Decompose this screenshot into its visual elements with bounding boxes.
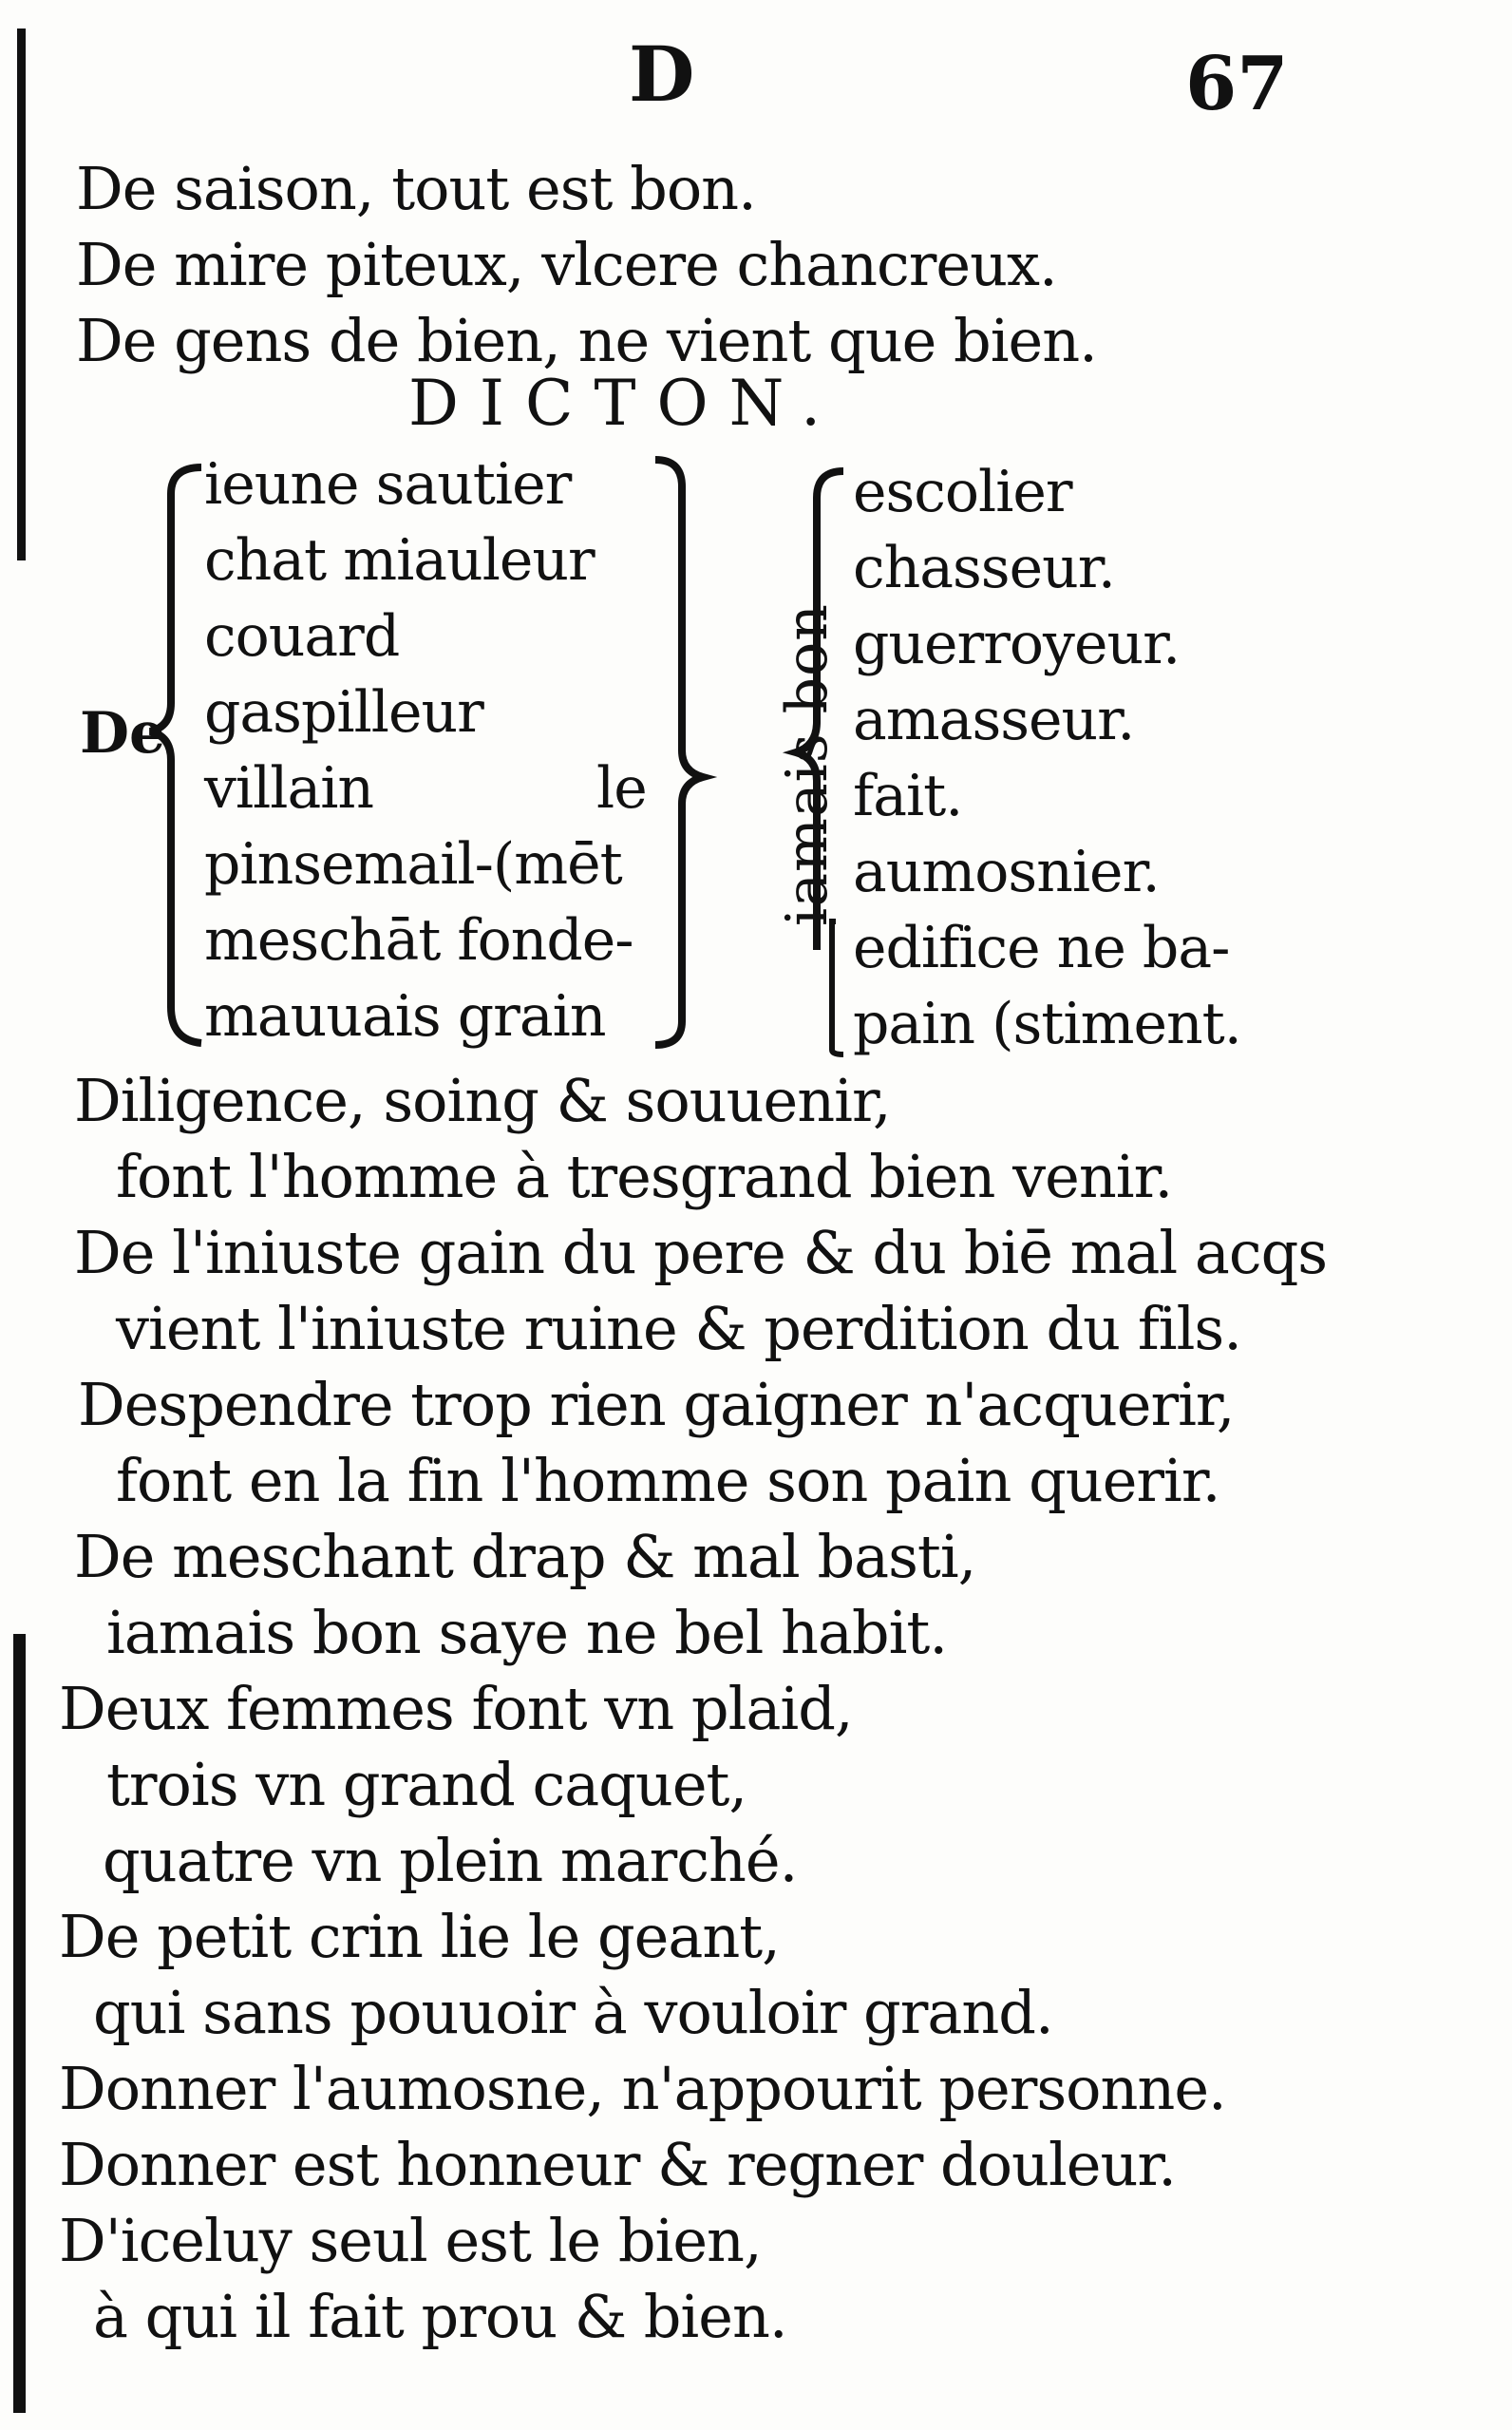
proverb-line: Deux femmes font vn plaid, [59, 1674, 853, 1743]
dicton-left-extra: le [596, 755, 647, 822]
proverb-line: Despendre trop rien gaigner n'acquerir, [78, 1370, 1235, 1439]
dicton-left-item: pinsemail-(mēt [204, 831, 622, 898]
dicton-right-item: escolier [853, 459, 1072, 525]
proverb-line: vient l'iniuste ruine & perdition du fils. [116, 1294, 1241, 1363]
dicton-right-item: edifice ne ba- [853, 915, 1230, 981]
proverb-line: De gens de bien, ne vient que bien. [76, 306, 1097, 375]
running-header-letter: D [629, 29, 695, 119]
dicton-left-item: ieune sautier [204, 451, 572, 518]
proverb-line: à qui il fait prou & bien. [93, 2282, 787, 2351]
dicton-left-item: villain [204, 755, 374, 822]
proverb-line: Donner est honneur & regner douleur. [59, 2130, 1176, 2199]
proverb-line: De meschant drap & mal basti, [74, 1522, 976, 1591]
proverb-line: De mire piteux, vlcere chancreux. [76, 230, 1057, 299]
middle-closing-brace [655, 460, 703, 1045]
dicton-left-item: gaspilleur [204, 679, 483, 746]
proverb-line: iamais bon saye ne bel habit. [106, 1598, 948, 1667]
proverb-line: quatre vn plein marché. [103, 1826, 798, 1895]
proverb-line: Donner l'aumosne, n'appourit personne. [59, 2054, 1226, 2123]
dicton-right-item: chasseur. [853, 535, 1115, 601]
page-edge-shadow [13, 1634, 26, 2413]
dicton-title: DICTON. [408, 367, 842, 440]
proverb-line: font l'homme à tresgrand bien venir. [116, 1142, 1173, 1211]
dicton-right-item: fait. [853, 763, 963, 829]
dicton-right-item: pain (stiment. [853, 991, 1241, 1057]
dicton-right-item: amasseur. [853, 687, 1135, 753]
dicton-lead-word: De [80, 700, 166, 767]
left-curly-brace [150, 467, 201, 1043]
proverb-line: qui sans pouuoir à vouloir grand. [93, 1978, 1053, 2047]
proverb-line: De saison, tout est bon. [76, 154, 756, 223]
dicton-left-item: chat miauleur [204, 527, 595, 594]
proverb-line: Diligence, soing & souuenir, [74, 1066, 891, 1135]
right-lower-bracket [832, 921, 843, 1054]
proverb-line: De l'iniuste gain du pere & du biē mal acqs [74, 1218, 1328, 1287]
dicton-middle-vertical: iamais bon [774, 603, 841, 926]
dicton-left-item: couard [204, 603, 400, 670]
dicton-right-item: guerroyeur. [853, 611, 1181, 677]
proverb-line: De petit crin lie le geant, [59, 1902, 780, 1971]
proverb-line: D'iceluy seul est le bien, [59, 2206, 762, 2275]
proverb-line: font en la fin l'homme son pain querir. [116, 1446, 1220, 1515]
right-curly-brace [796, 471, 843, 950]
proverb-line: trois vn grand caquet, [106, 1750, 747, 1819]
dicton-braces [0, 0, 1512, 1140]
dicton-left-item: meschāt fonde- [204, 907, 633, 974]
dicton-right-item: aumosnier. [853, 839, 1160, 905]
page-number: 67 [1185, 41, 1289, 127]
dicton-left-item: mauuais grain [204, 983, 606, 1050]
